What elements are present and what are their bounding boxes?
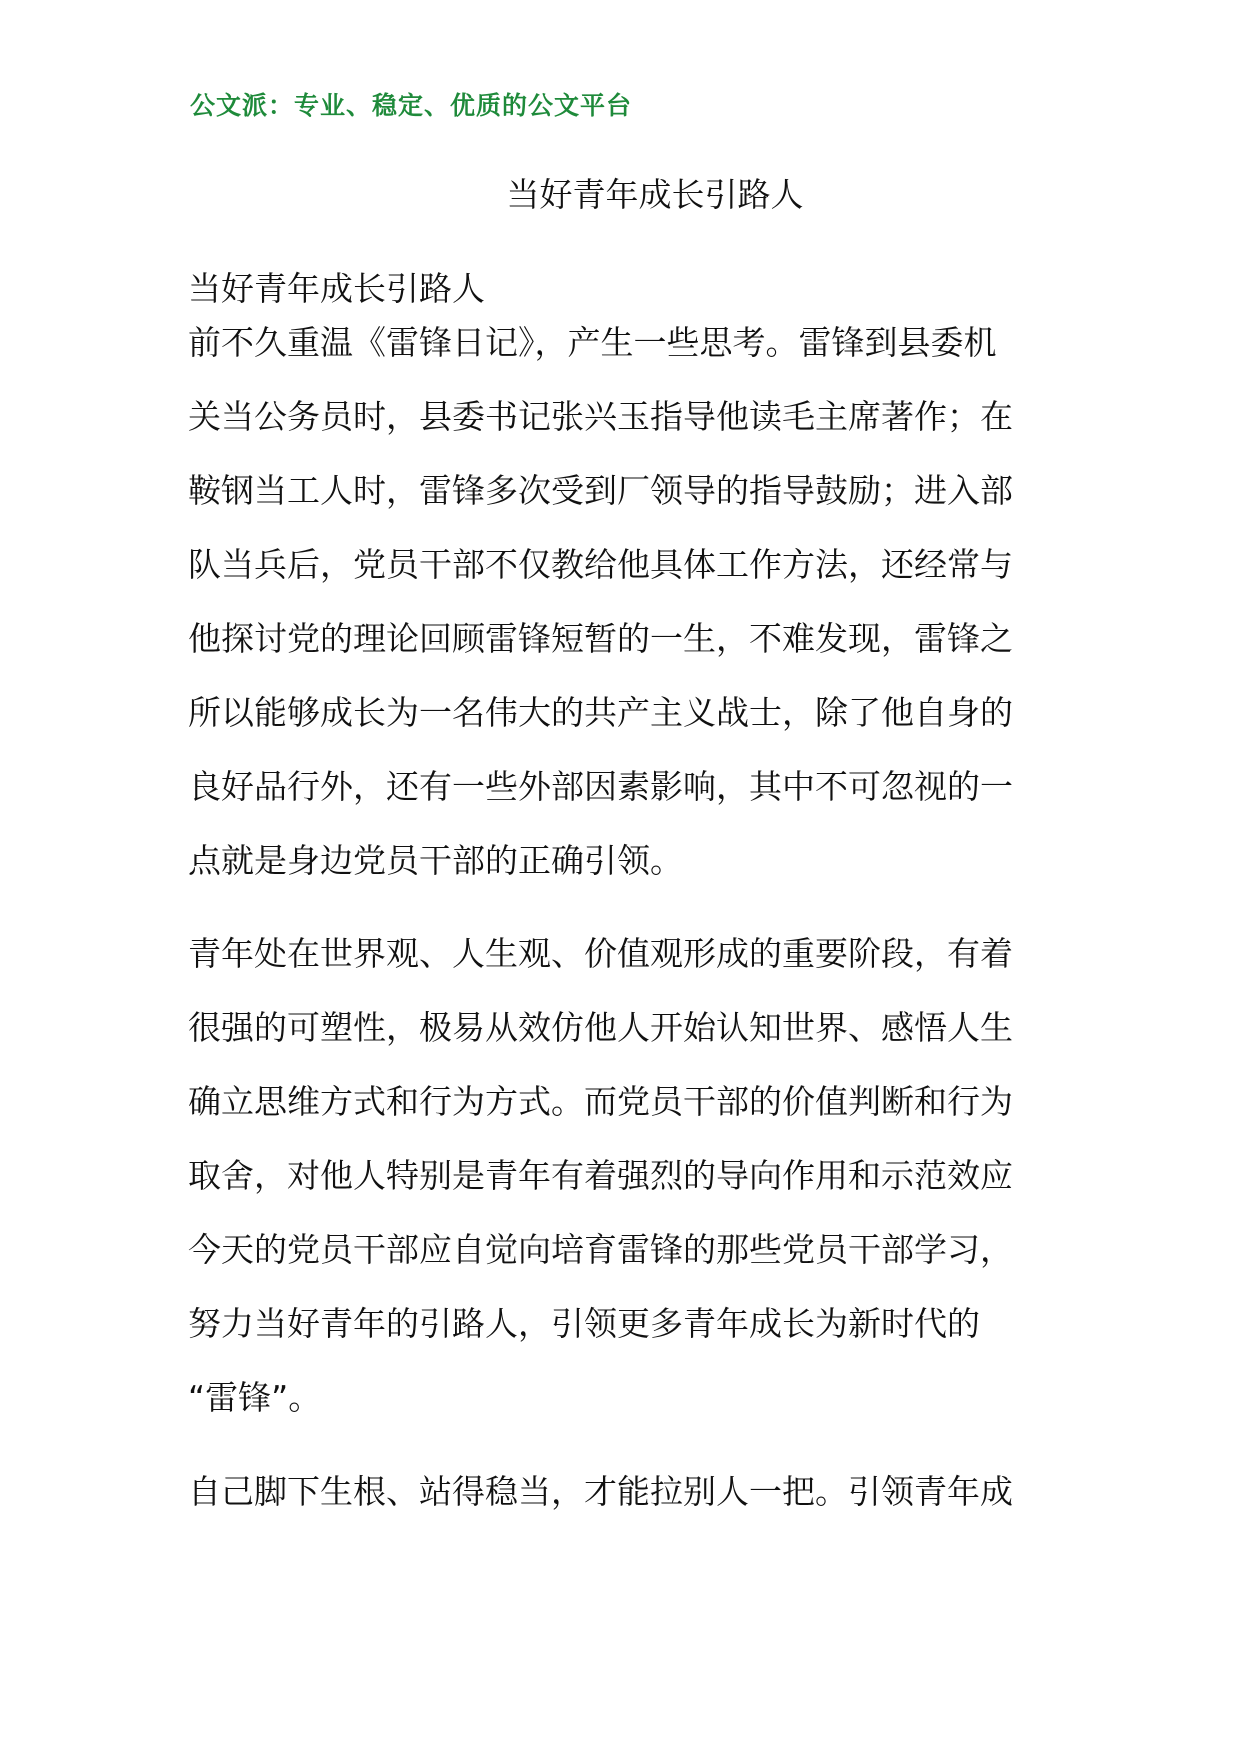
paragraph-line: 青年处在世界观、人生观、价值观形成的重要阶段，有着 bbox=[188, 934, 1013, 973]
paragraph-line: 鞍钢当工人时，雷锋多次受到厂领导的指导鼓励；进入部 bbox=[188, 471, 1013, 510]
paragraph-line: 努力当好青年的引路人，引领更多青年成长为新时代的 bbox=[188, 1304, 980, 1343]
header-brand-text: 公文派：专业、稳定、优质的公文平台 bbox=[190, 91, 633, 120]
paragraph-3 bbox=[188, 1455, 1068, 1529]
paragraph-line: 前不久重温《雷锋日记》，产生一些思考。雷锋到县委机 bbox=[188, 323, 997, 362]
paragraph-2 bbox=[188, 917, 1068, 1435]
paragraph-line: 关当公务员时，县委书记张兴玉指导他读毛主席著作；在 bbox=[188, 397, 1013, 436]
paragraph-line: 队当兵后，党员干部不仅教给他具体工作方法，还经常与 bbox=[188, 545, 1013, 584]
paragraph-line: 很强的可塑性，极易从效仿他人开始认知世界、感悟人生 bbox=[188, 1008, 1013, 1047]
paragraph-line: 自己脚下生根、站得稳当，才能拉别人一把。引领青年成 bbox=[188, 1472, 1013, 1511]
paragraph-line: 点就是身边党员干部的正确引领。 bbox=[188, 841, 683, 880]
paragraph-line: 确立思维方式和行为方式。而党员干部的价值判断和行为 bbox=[188, 1082, 1013, 1121]
document-title: 当好青年成长引路人 bbox=[506, 175, 804, 214]
paragraph-line: 所以能够成长为一名伟大的共产主义战士，除了他自身的 bbox=[188, 693, 1013, 732]
paragraph-line: “雷锋”。 bbox=[188, 1378, 322, 1417]
paragraph-line: 良好品行外，还有一些外部因素影响，其中不可忽视的一 bbox=[188, 767, 1013, 806]
document-subtitle: 当好青年成长引路人 bbox=[188, 269, 485, 308]
paragraph-line: 取舍，对他人特别是青年有着强烈的导向作用和示范效应 bbox=[188, 1156, 1013, 1195]
paragraph-1 bbox=[188, 306, 1068, 898]
paragraph-line: 他探讨党的理论回顾雷锋短暂的一生，不难发现，雷锋之 bbox=[188, 619, 1013, 658]
paragraph-line: 今天的党员干部应自觉向培育雷锋的那些党员干部学习， bbox=[188, 1230, 1013, 1269]
